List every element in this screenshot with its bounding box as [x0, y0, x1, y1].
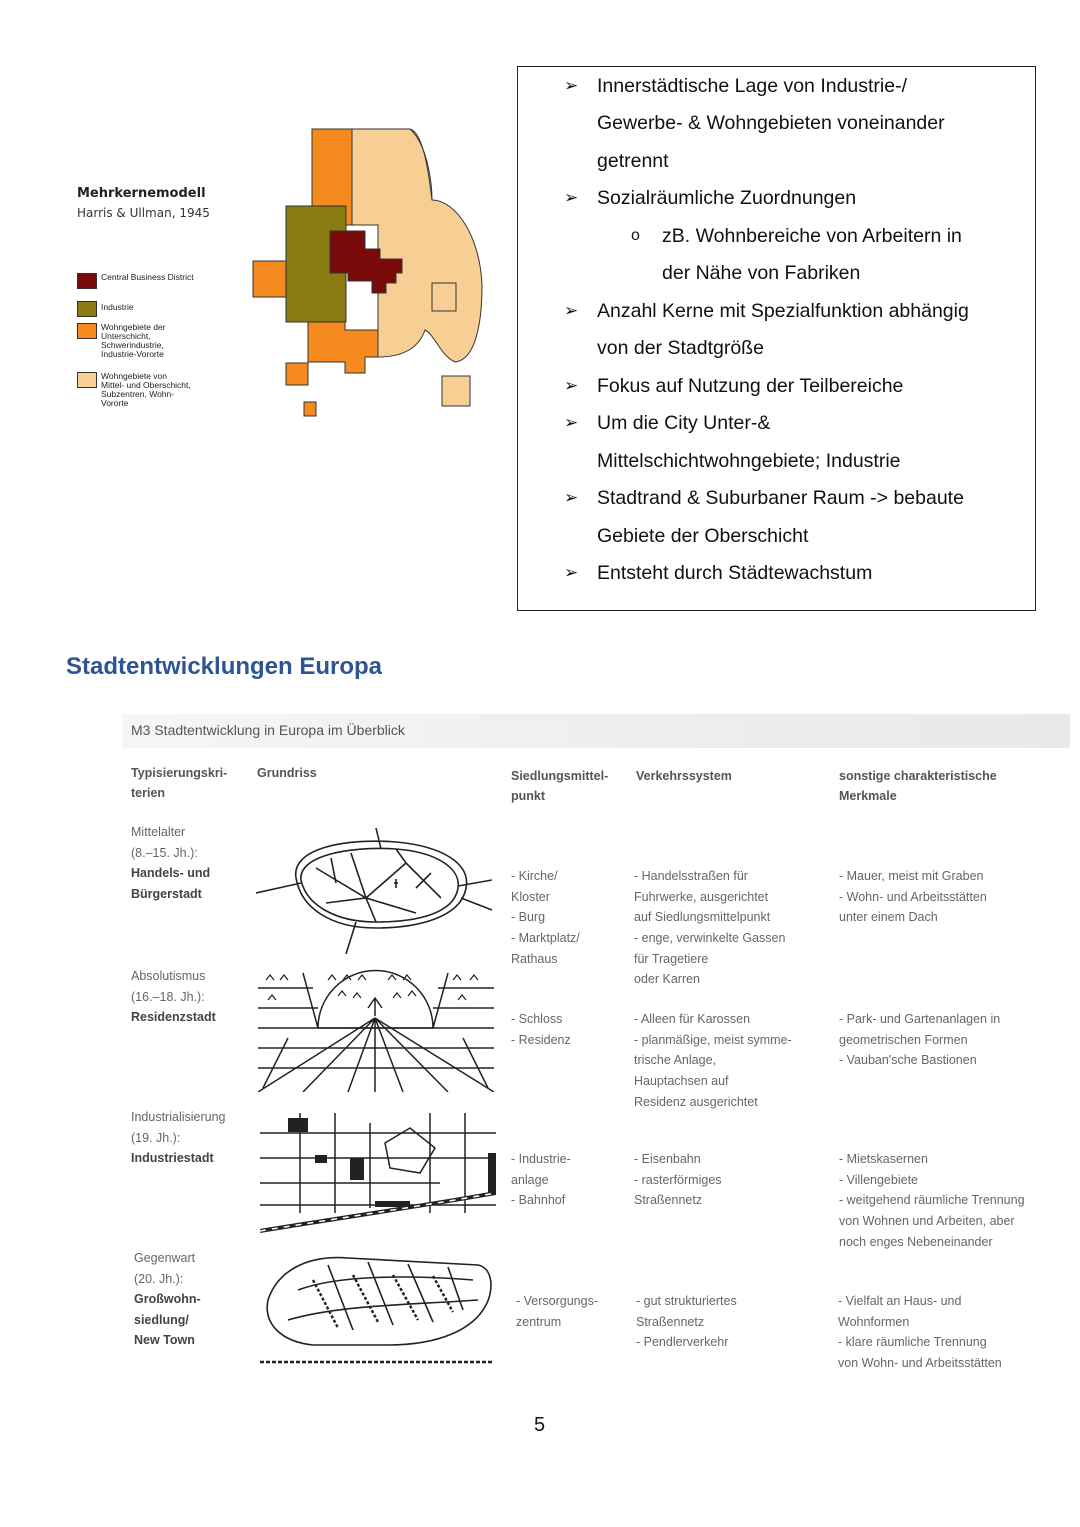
plan-new-town	[258, 1250, 494, 1368]
row-other: - Vielfalt an Haus- und Wohnformen - klare räumliche Trennung von Wohn- und Arbeitsstätten	[838, 1294, 1002, 1370]
legend-label: Industrie	[101, 302, 134, 312]
bullet-arrow: ➢	[564, 188, 579, 207]
bullet-arrow: ➢	[564, 563, 579, 582]
row-traffic: - Eisenbahn - rasterförmiges Straßennetz	[634, 1152, 722, 1208]
legend-label: Central Business District	[101, 272, 194, 282]
bullet-arrow: ➢	[564, 488, 579, 507]
page-number: 5	[534, 1414, 546, 1436]
legend-item-cbd	[77, 273, 211, 289]
row-type: Absolutismus (16.–18. Jh.): Residenzstadt	[131, 969, 216, 1025]
box-line: getrennt	[597, 150, 669, 172]
row-type: Industrialisierung (19. Jh.): Industriestadt	[131, 1110, 226, 1166]
row-type: Gegenwart (20. Jh.): Großwohn- siedlung/ New Town	[134, 1251, 201, 1348]
legend-swatch	[77, 323, 97, 339]
box-line: Entsteht durch Städtewachstum	[597, 562, 873, 584]
row-other: - Park- und Gartenanlagen in geometrischen Formen - Vauban'sche Bastionen	[839, 1012, 1001, 1068]
header-plan: Grundriss	[257, 766, 317, 780]
multiple-nuclei-map	[250, 125, 490, 420]
plan-medieval	[256, 828, 492, 954]
box-line: Mittelschichtwohngebiete; Industrie	[597, 450, 901, 472]
table-title: M3 Stadtentwicklung in Europa im Überblick	[131, 722, 405, 738]
box-line: Um die City Unter-&	[597, 412, 771, 434]
plan-industrial	[260, 1113, 496, 1235]
row-traffic: - gut strukturiertes Straßennetz - Pendlerverkehr	[636, 1294, 737, 1350]
legend-label: Wohngebiete der Unterschicht, Schwerindustrie, Industrie-Vororte	[101, 322, 166, 359]
header-center: Siedlungsmittel- punkt	[511, 769, 609, 803]
model-authors: Harris & Ullman, 1945	[77, 206, 210, 220]
legend-item-industrie	[77, 301, 211, 317]
header-type: Typisierungskri- terien	[131, 766, 228, 800]
legend-label: Wohngebiete von Mittel- und Oberschicht, Subzentren, Wohn-Vororte	[101, 371, 191, 408]
box-line: Fokus auf Nutzung der Teilbereiche	[597, 375, 904, 397]
section-heading: Stadtentwicklungen Europa	[66, 653, 383, 680]
box-line: Gewerbe- & Wohngebieten voneinander	[597, 112, 945, 134]
row-other: - Mietskasernen - Villengebiete - weitgehend räumliche Trennung von Wohnen und Arbeiten, aber noch enges Nebeneinander	[839, 1152, 1025, 1249]
legend-swatch	[77, 301, 97, 317]
plan-residence	[258, 968, 494, 1092]
row-traffic: - Handelsstraßen für Fuhrwerke, ausgerichtet auf Siedlungsmittelpunkt - enge, verwinkelte Gassen für Tragetiere oder Karren	[634, 869, 786, 987]
box-line: von der Stadtgröße	[597, 337, 764, 359]
legend-item-unterschicht	[77, 323, 181, 359]
row-center: - Schloss - Residenz	[511, 1012, 571, 1047]
bullet-arrow: ➢	[564, 76, 579, 95]
legend-item-mittelschicht	[77, 372, 191, 408]
box-line: Sozialräumliche Zuordnungen	[597, 187, 857, 209]
box-line: der Nähe von Fabriken	[662, 262, 861, 284]
box-line: Anzahl Kerne mit Spezialfunktion abhängig	[597, 300, 969, 322]
bullet-arrow: ➢	[564, 301, 579, 320]
row-other: - Mauer, meist mit Graben - Wohn- und Arbeitsstätten unter einem Dach	[839, 869, 987, 925]
box-line: Gebiete der Oberschicht	[597, 525, 809, 547]
row-center: - Versorgungs- zentrum	[516, 1294, 598, 1329]
box-line: zB. Wohnbereiche von Arbeitern in	[662, 225, 962, 247]
header-other: sonstige charakteristische Merkmale	[839, 769, 997, 803]
sub-bullet: o	[631, 227, 640, 244]
row-center: - Industrie- anlage - Bahnhof	[511, 1152, 571, 1208]
row-traffic: - Alleen für Karossen - planmäßige, meist symme- trische Anlage, Hauptachsen auf Residenz ausgerichtet	[634, 1012, 792, 1109]
box-line: Stadtrand & Suburbaner Raum -> bebaute	[597, 487, 964, 509]
box-line: Innerstädtische Lage von Industrie-/	[597, 75, 908, 97]
header-traffic: Verkehrssystem	[636, 769, 732, 783]
legend-swatch	[77, 273, 97, 289]
bullet-arrow: ➢	[564, 376, 579, 395]
row-center: - Kirche/ Kloster - Burg - Marktplatz/ Rathaus	[511, 869, 580, 966]
model-title: Mehrkernemodell	[77, 186, 206, 201]
legend-swatch	[77, 372, 97, 388]
row-type: Mittelalter (8.–15. Jh.): Handels- und Bürgerstadt	[131, 825, 211, 901]
bullet-arrow: ➢	[564, 413, 579, 432]
